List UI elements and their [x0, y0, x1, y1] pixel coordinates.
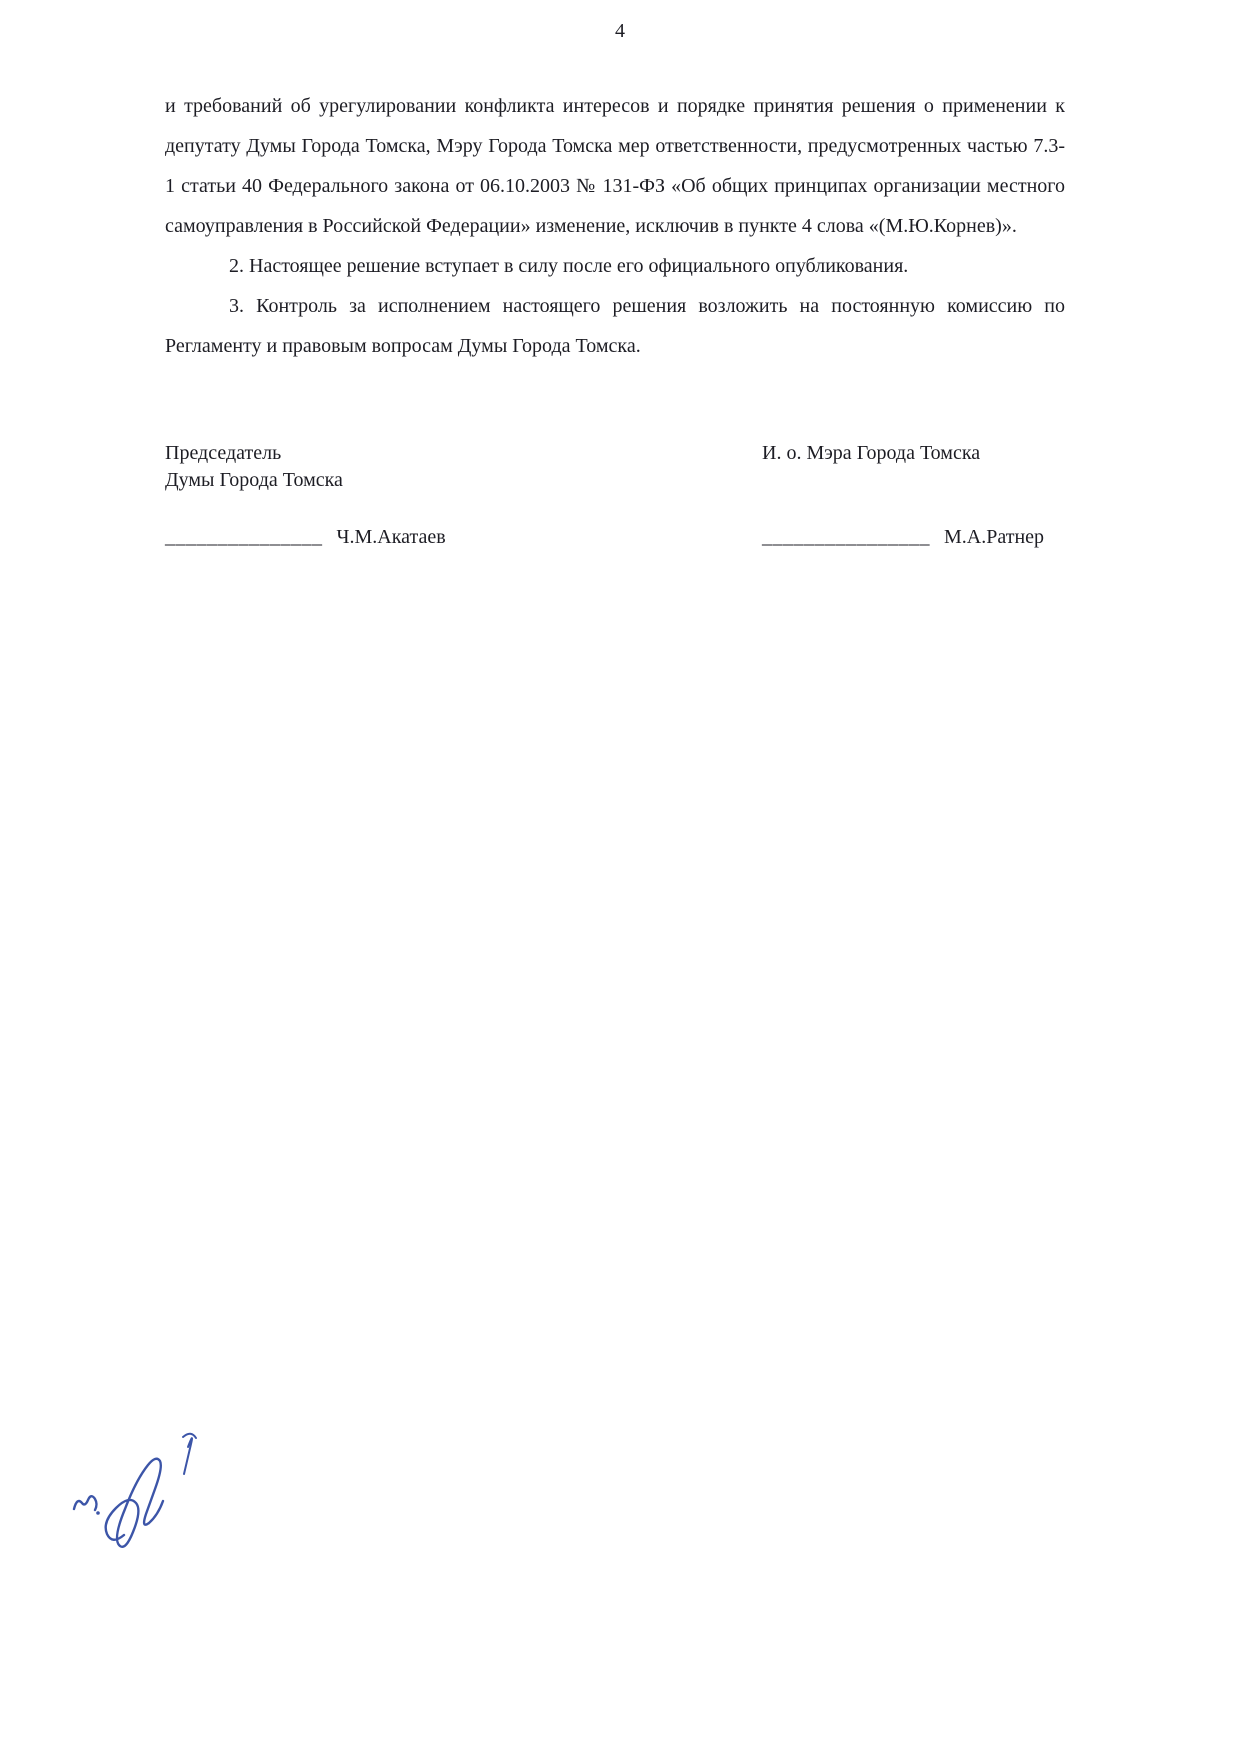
document-body [165, 86, 1065, 551]
right-signatory [762, 440, 1065, 467]
paragraph-continuation: и требований об урегулировании конфликта интересов и порядке принятия решения о применении к депутату Думы Города Томска, Мэру Города Томска мер ответственности, предусмотренных частью 7.3-1 статьи 40 Федерального закона от 06.10.2003 № 131-ФЗ «Об общих принципах организации местного самоуправления в Российской Федерации» изменение, исключив в пункте 4 слова «(М.Ю.Корнев)». [165, 95, 1065, 237]
signature-names-row [165, 524, 1065, 551]
signature-block [165, 440, 1065, 551]
left-signatory-name: Ч.М.Акатаев [336, 526, 446, 548]
left-signatory-title: Председатель [165, 442, 282, 464]
left-signature-line: _______________ [165, 526, 323, 548]
paragraph-item-2: 2. Настоящее решение вступает в силу после его официального опубликования. [229, 255, 909, 277]
signature-stroke-flourish [106, 1459, 163, 1547]
handwritten-signature [66, 1405, 226, 1555]
right-signature-area [762, 524, 1065, 551]
right-signature-line: ________________ [762, 526, 930, 548]
left-signature-area [165, 524, 725, 551]
page-number: 4 [615, 20, 625, 42]
paragraph-item-3: 3. Контроль за исполнением настоящего решения возложить на постоянную комиссию по Регламенту и правовым вопросам Думы Города Томска. [165, 295, 1065, 357]
signature-stroke-m [74, 1496, 97, 1510]
right-signatory-name: М.А.Ратнер [944, 526, 1045, 548]
signature-titles-row [165, 440, 1065, 494]
right-signatory-title: И. о. Мэра Города Томска [762, 442, 981, 464]
left-signatory [165, 440, 725, 494]
signature-stroke-tail [183, 1434, 196, 1474]
left-signatory-organization: Думы Города Томска [165, 469, 343, 491]
signature-dot [96, 1511, 100, 1515]
